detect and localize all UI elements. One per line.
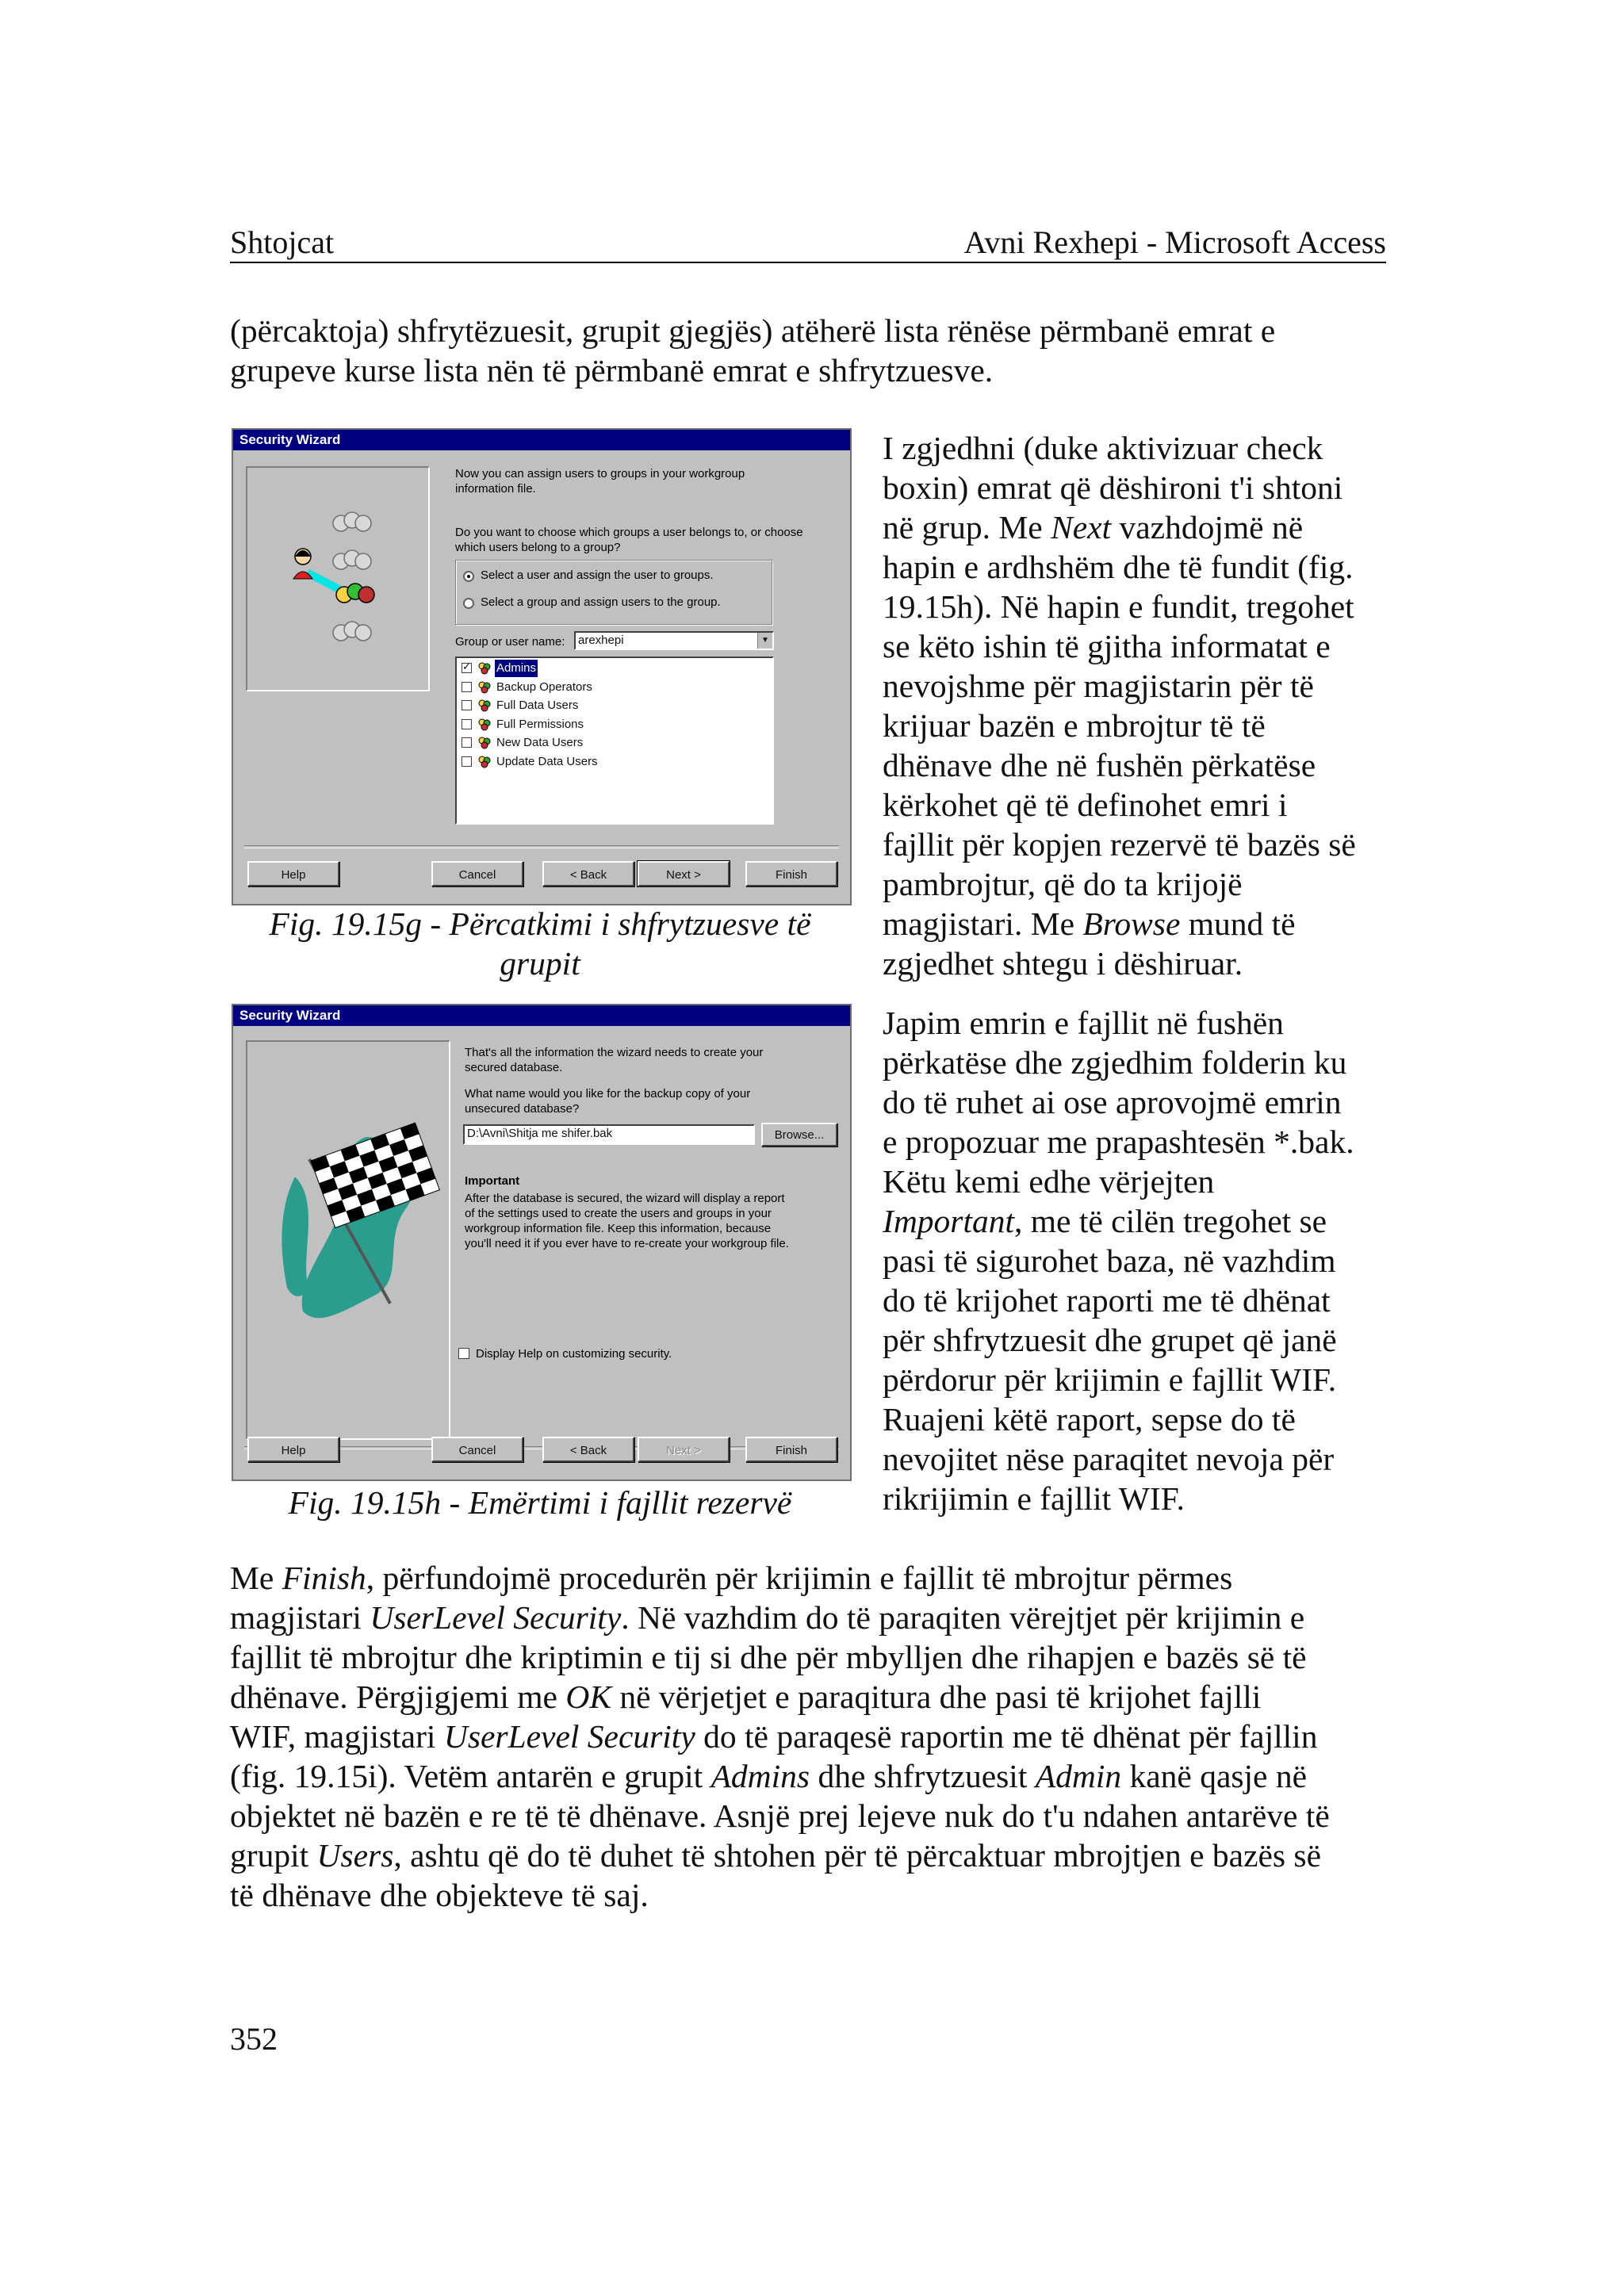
italic-term: Users: [316, 1837, 394, 1874]
italic-term: UserLevel Security: [370, 1599, 622, 1636]
text-span: do të ruhet ai ose aprovojmë emrin: [883, 1084, 1342, 1120]
caption-line: grupit: [500, 945, 580, 982]
security-wizard-dialog-backup: [232, 1004, 852, 1481]
text-span: objektet në bazën e re të të dhënave. Asnjë prej lejeve nuk do t'u ndahen antarëve të: [230, 1797, 1330, 1834]
text-line: workgroup information file. Keep this information, because: [465, 1222, 772, 1235]
text-span: krijuar bazën e mbrojtur të të: [883, 707, 1266, 744]
italic-term: Next: [1051, 509, 1112, 545]
group-list-item[interactable]: [458, 753, 769, 771]
italic-term: Admins: [710, 1758, 810, 1794]
group-list-item[interactable]: [458, 734, 769, 752]
text-line: [883, 1479, 1390, 1518]
radio-group-to-users[interactable]: [463, 598, 474, 609]
backup-file-name-input[interactable]: D:\Avni\Shitja me shifer.bak: [463, 1124, 755, 1145]
text-span: Japim emrin e fajllit në fushën: [883, 1005, 1284, 1041]
text-span: nevojitet nëse paraqitet nevoja për: [883, 1441, 1335, 1477]
help-button[interactable]: Help: [247, 861, 339, 886]
text-line: of the settings used to create the users and groups in your: [465, 1207, 772, 1220]
intro-text: [455, 466, 745, 496]
text-line: secured database.: [465, 1061, 563, 1074]
text-span: të dhënave dhe objekteve të saj.: [230, 1877, 649, 1913]
text-line: which users belong to a group?: [455, 541, 621, 554]
checkered-flag-icon: [247, 1042, 449, 1438]
text-span: 19.15h). Në hapin e fundit, tregohet: [883, 588, 1354, 625]
right-paragraph-1: [883, 428, 1390, 983]
radio-user-to-groups[interactable]: [463, 571, 474, 582]
dialog-title: Security Wizard: [233, 1005, 850, 1026]
text-line: What name would you like for the backup copy of your: [465, 1087, 751, 1101]
help-button[interactable]: Help: [247, 1437, 339, 1462]
group-icon: [477, 718, 492, 732]
group-checkbox[interactable]: [462, 682, 472, 692]
text-span: dhënave. Përgjigjemi me: [230, 1679, 566, 1715]
cancel-button[interactable]: Cancel: [431, 1437, 523, 1462]
radio-group-to-users-label[interactable]: Select a group and assign users to the group.: [481, 595, 721, 609]
browse-button[interactable]: Browse...: [761, 1123, 837, 1146]
finish-button[interactable]: Finish: [745, 861, 837, 886]
text-span: rikrijimin e fajllit WIF.: [883, 1480, 1185, 1517]
text-span: fajllit të mbrojtur dhe kriptimin e tij si dhe për mbylljen dhe rihapjen e bazës së të: [230, 1639, 1307, 1675]
group-label: Admins: [495, 660, 538, 677]
text-span: grupit: [230, 1837, 317, 1874]
text-line: [883, 1043, 1390, 1082]
text-span: përdorur për krijimin e fajllit WIF.: [883, 1361, 1337, 1398]
text-span: pasi të sigurohet baza, në vazhdim: [883, 1242, 1336, 1279]
text-span: Me: [230, 1560, 282, 1596]
text-line: [230, 1717, 1388, 1756]
text-span: . Në vazhdim do të paraqiten vërejtjet për krijimin e: [621, 1599, 1305, 1636]
group-checkbox[interactable]: [462, 756, 472, 767]
chevron-down-icon[interactable]: ▼: [757, 633, 772, 649]
display-help-checkbox[interactable]: [458, 1348, 469, 1359]
running-header-left: Shtojcat: [230, 224, 335, 260]
text-line: [883, 1439, 1390, 1479]
text-line: [230, 1558, 1388, 1598]
question-text: [465, 1086, 750, 1116]
text-line: [883, 1320, 1390, 1360]
caption-line: Fig. 19.15g - Përcatkimi i shfrytzuesve të: [269, 905, 811, 942]
text-span: boxin) emrat që dëshironi t'i shtoni: [883, 469, 1343, 506]
text-line: [883, 745, 1390, 785]
text-span: kërkohet që të definohet emri i: [883, 787, 1288, 823]
intro-paragraph: [230, 311, 1380, 390]
text-span: fajllit për kopjen rezervë të bazës së: [883, 826, 1356, 863]
page-number: 352: [230, 2021, 278, 2057]
group-user-name-label: Group or user name:: [455, 635, 565, 649]
text-line: [883, 1003, 1390, 1043]
text-line: [230, 1756, 1388, 1796]
text-span: , me të cilën tregohet se: [1014, 1203, 1327, 1239]
dialog-title: Security Wizard: [233, 430, 850, 450]
text-span: zgjedhet shtegu i dëshiruar.: [883, 945, 1243, 982]
text-span: nevojshme për magjistarin për të: [883, 668, 1314, 704]
text-line: Now you can assign users to groups in your workgroup: [455, 467, 745, 480]
text-span: , përfundojmë procedurën për krijimin e fajllit të mbrojtur përmes: [366, 1560, 1233, 1596]
italic-term: UserLevel Security: [443, 1718, 695, 1755]
text-span: magjistari: [230, 1599, 370, 1636]
header-rule: [230, 262, 1386, 263]
italic-term: Finish: [282, 1560, 366, 1596]
question-text: [455, 525, 803, 555]
text-line: [883, 785, 1390, 825]
group-list-item[interactable]: [458, 660, 769, 677]
figure-caption-g: [235, 904, 845, 983]
group-icon: [477, 680, 492, 695]
text-line: information file.: [455, 482, 536, 496]
group-list-item[interactable]: [458, 679, 769, 696]
text-line: [883, 666, 1390, 706]
text-span: Këtu kemi edhe vërjejten: [883, 1163, 1215, 1200]
text-line: [883, 1201, 1390, 1241]
text-line: [883, 944, 1390, 983]
text-span: (fig. 19.15i). Vetëm antarën e grupit: [230, 1758, 711, 1794]
text-span: do të paraqesë raportin me të dhënat për fajllin: [695, 1718, 1318, 1755]
text-span: për shfrytzuesit dhe grupet që janë: [883, 1322, 1337, 1358]
text-span: kanë qasje në: [1121, 1758, 1308, 1794]
group-user-name-combo[interactable]: [574, 631, 774, 650]
text-span: I zgjedhni (duke aktivizuar check: [883, 430, 1323, 466]
group-label: Full Data Users: [496, 699, 579, 712]
combo-value: arexhepi: [578, 634, 624, 647]
wizard-illustration-panel: [246, 466, 430, 691]
group-label: New Data Users: [496, 736, 584, 749]
text-line: [883, 864, 1390, 904]
group-label: Full Permissions: [496, 717, 584, 731]
group-checkbox[interactable]: [462, 719, 472, 729]
text-line: [230, 1875, 1388, 1915]
group-list-item[interactable]: [458, 697, 769, 714]
text-span: pambrojtur, që do ta krijojë: [883, 866, 1243, 902]
back-button[interactable]: < Back: [542, 1437, 634, 1462]
security-wizard-dialog-groups: [232, 428, 852, 905]
text-line: [883, 547, 1390, 587]
button-divider: [244, 845, 839, 848]
group-checkbox[interactable]: [462, 663, 472, 673]
text-span: Ruajeni këtë raport, sepse do të: [883, 1401, 1296, 1437]
text-span: në grup. Me: [883, 509, 1051, 545]
text-line: [230, 1598, 1388, 1637]
text-line: [883, 1082, 1390, 1122]
bottom-paragraph: [230, 1558, 1388, 1915]
radio-user-to-groups-label[interactable]: Select a user and assign the user to groups.: [481, 568, 714, 582]
text-span: dhënave dhe në fushën përkatëse: [883, 747, 1316, 783]
text-span: mund të: [1180, 905, 1296, 942]
text-line: [230, 1836, 1388, 1875]
text-span: e propozuar me prapashtesën *.bak.: [883, 1124, 1354, 1160]
group-list-item[interactable]: [458, 716, 769, 733]
next-button[interactable]: Next >: [638, 1437, 730, 1462]
text-line: [230, 1677, 1388, 1717]
group-icon: [477, 755, 492, 769]
text-line: [883, 626, 1390, 666]
text-line: [883, 706, 1390, 745]
text-line: [883, 1162, 1390, 1201]
text-line: [230, 1796, 1388, 1836]
intro-text: [465, 1045, 763, 1075]
cancel-button[interactable]: Cancel: [431, 861, 523, 886]
group-label: Update Data Users: [496, 754, 598, 768]
text-line: [883, 587, 1390, 626]
right-paragraph-2: [883, 1003, 1390, 1518]
text-span: në vërjetjet e paraqitura dhe pasi të krijohet fajlli: [611, 1679, 1262, 1715]
next-button[interactable]: Next >: [638, 861, 730, 886]
group-checkbox[interactable]: [462, 737, 472, 748]
text-span: se këto ishin të gjitha informatat e: [883, 628, 1331, 664]
back-button[interactable]: < Back: [542, 861, 634, 886]
text-line: Do you want to choose which groups a user belongs to, or choose: [455, 526, 803, 539]
text-span: dhe shfrytzuesit: [810, 1758, 1036, 1794]
text-line: grupeve kurse lista nën të përmbanë emrat e shfrytzuesve.: [230, 352, 994, 389]
text-line: [883, 428, 1390, 468]
italic-term: Admin: [1035, 1758, 1122, 1794]
wizard-illustration-panel: [246, 1040, 450, 1440]
group-icon: [477, 699, 492, 713]
text-line: [883, 825, 1390, 864]
group-icon: [477, 736, 492, 750]
group-label: Backup Operators: [496, 679, 592, 694]
group-icon: [477, 661, 492, 676]
text-line: you'll need it if you ever have to re-create your workgroup file.: [465, 1237, 789, 1250]
important-text: [465, 1191, 789, 1251]
italic-term: Important: [883, 1203, 1014, 1239]
groups-listbox[interactable]: [455, 657, 774, 825]
text-line: [883, 1241, 1390, 1280]
text-line: [883, 468, 1390, 507]
text-line: [883, 904, 1390, 944]
text-line: [883, 1399, 1390, 1439]
italic-term: OK: [565, 1679, 612, 1715]
text-line: That's all the information the wizard needs to create your: [465, 1046, 764, 1059]
users-groups-icon: [247, 468, 428, 690]
running-header-right: Avni Rexhepi - Microsoft Access: [963, 224, 1386, 260]
text-line: [883, 507, 1390, 547]
text-line: [883, 1122, 1390, 1162]
text-span: vazhdojmë në: [1111, 509, 1304, 545]
text-span: hapin e ardhshëm dhe të fundit (fig.: [883, 549, 1354, 585]
italic-term: Browse: [1082, 905, 1181, 942]
text-line: unsecured database?: [465, 1102, 580, 1116]
text-span: magjistari. Me: [883, 905, 1083, 942]
figure-caption-h: Fig. 19.15h - Emërtimi i fajllit rezervë: [288, 1484, 792, 1521]
finish-button[interactable]: Finish: [745, 1437, 837, 1462]
text-line: [883, 1360, 1390, 1399]
text-span: do të krijohet raporti me të dhënat: [883, 1282, 1331, 1319]
text-span: WIF, magjistari: [230, 1718, 444, 1755]
important-title: Important: [465, 1174, 520, 1188]
display-help-label[interactable]: Display Help on customizing security.: [476, 1347, 672, 1361]
group-checkbox[interactable]: [462, 700, 472, 710]
text-line: [230, 1637, 1388, 1677]
text-span: , ashtu që do të duhet të shtohen për të përcaktuar mbrojtjen e bazës së: [393, 1837, 1321, 1874]
text-span: përkatëse dhe zgjedhim folderin ku: [883, 1044, 1347, 1081]
text-line: [883, 1280, 1390, 1320]
text-line: (përcaktoja) shfrytëzuesit, grupit gjegjës) atëherë lista rënëse përmbanë emrat e: [230, 312, 1276, 349]
text-line: After the database is secured, the wizard will display a report: [465, 1192, 785, 1205]
